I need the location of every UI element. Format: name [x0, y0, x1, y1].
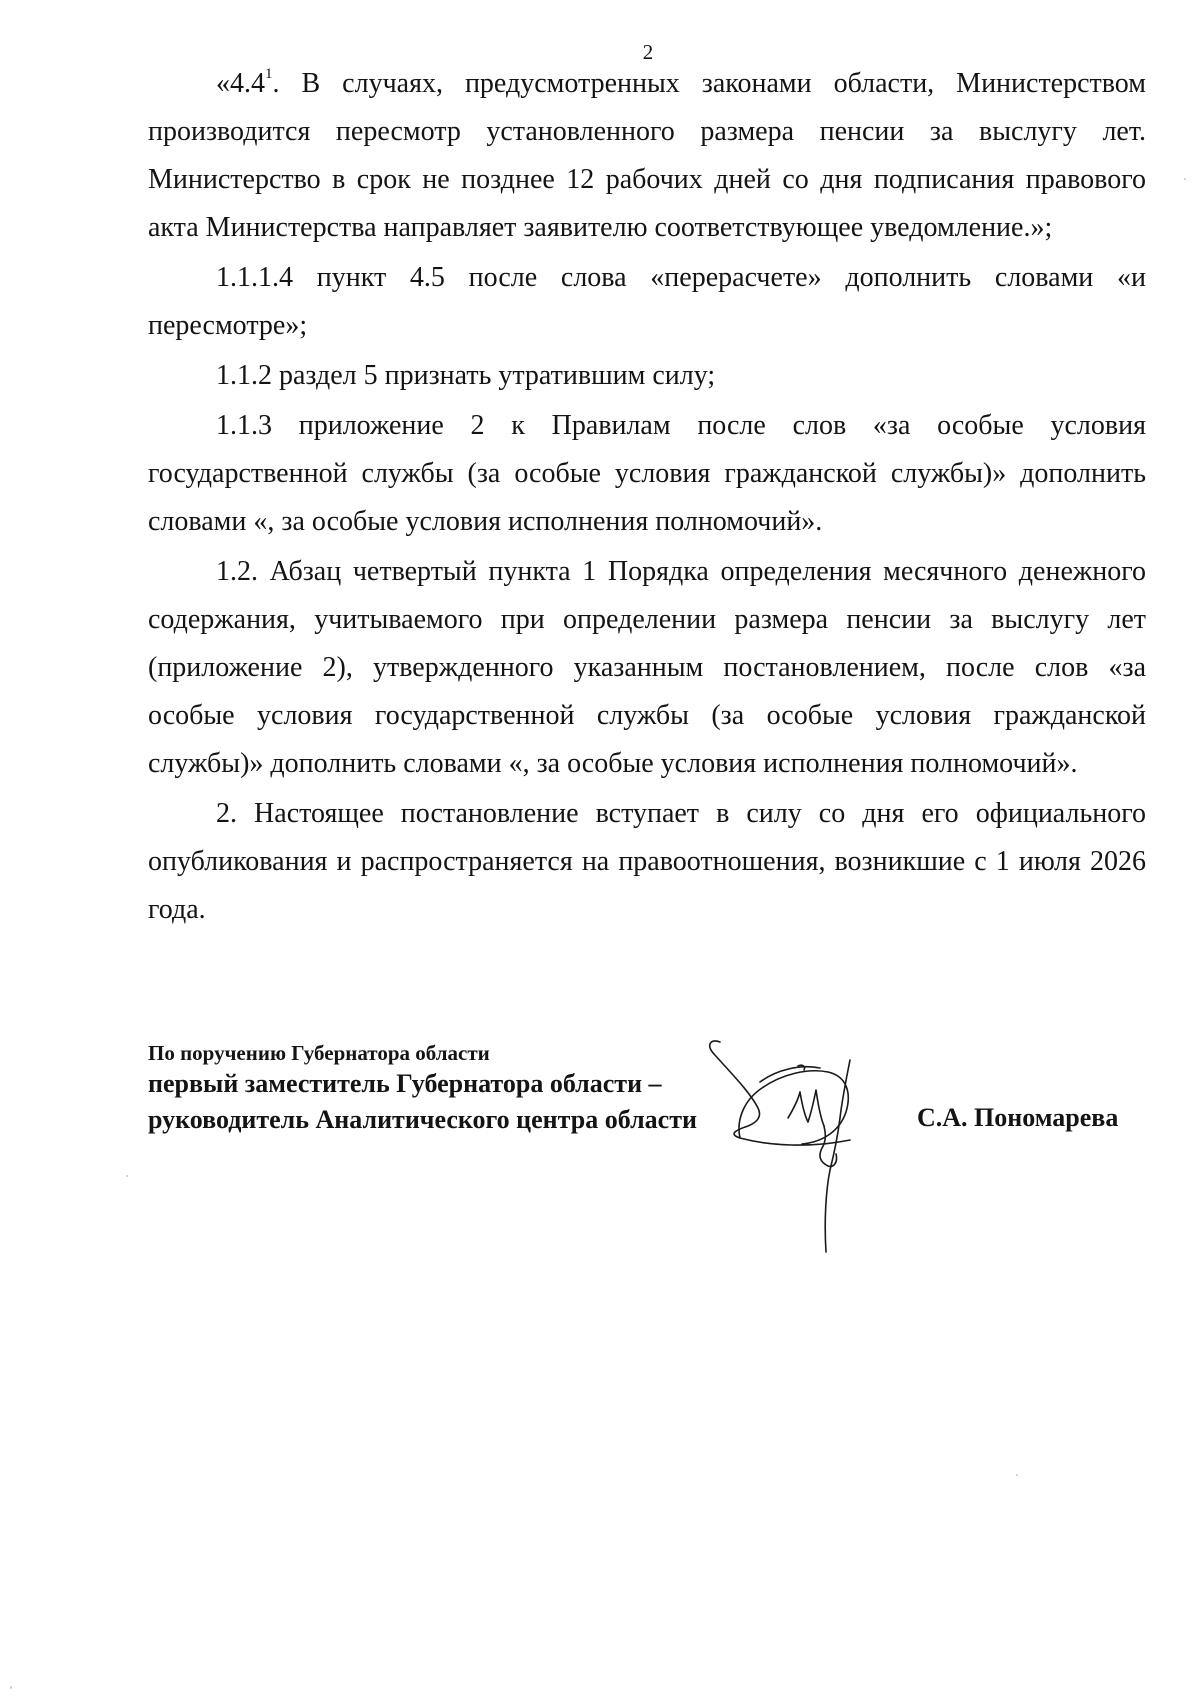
scan-speck	[1184, 178, 1186, 180]
handwritten-signature	[700, 1030, 930, 1260]
paragraph-1-1-1-4: 1.1.1.4 пункт 4.5 после слова «перерасчете» дополнить словами «и пересмотре»;	[148, 262, 1146, 341]
paragraph-2: 2. Настоящее постановление вступает в силу со дня его официального опубликования и распространяется на правоотношения, возникшие с 1 июля 2026 года.	[148, 798, 1146, 925]
document-body	[148, 60, 1146, 934]
signatory-authority-line: По поручению Губернатора области	[148, 1041, 490, 1065]
signatory-title	[148, 1040, 697, 1138]
signatory-name: С.А. Пономарева	[917, 1103, 1119, 1132]
paragraph-1-1-2: 1.1.2 раздел 5 признать утратившим силу;	[216, 360, 716, 391]
signatory-role-line: руководитель Аналитического центра области	[148, 1105, 697, 1134]
paragraph-4-4-1	[148, 60, 1146, 252]
signatory-position-line: первый заместитель Губернатора области –	[148, 1069, 662, 1098]
paragraph-1-2: 1.2. Абзац четвертый пункта 1 Порядка определения месячного денежного содержания, учитываемого при определении размера пенсии за выслугу лет (приложение 2), утвержденного указанным постановлением, после слов «за особые условия государственной службы (за особые условия гражданской службы)» дополнить словами «, за особые условия исполнения полномочий».	[148, 556, 1146, 779]
clause-label: «4.4	[216, 68, 265, 99]
scan-speck	[1016, 1474, 1018, 1476]
scan-speck	[10, 1686, 12, 1689]
clause-text: . В случаях, предусмотренных законами области, Министерством производится пересмотр установленного размера пенсии за выслугу лет. Министерство в срок не позднее 12 рабочих дней со дня подписания правового акта Министерства направляет заявителю соответствующее уведомление.»;	[148, 68, 1146, 243]
scan-speck	[126, 1175, 128, 1177]
page-number: 2	[642, 40, 654, 64]
clause-superscript: 1	[265, 66, 273, 82]
paragraph-1-1-3: 1.1.3 приложение 2 к Правилам после слов «за особые условия государственной службы (за особые условия гражданской службы)» дополнить словами «, за особые условия исполнения полномочий».	[148, 410, 1146, 537]
